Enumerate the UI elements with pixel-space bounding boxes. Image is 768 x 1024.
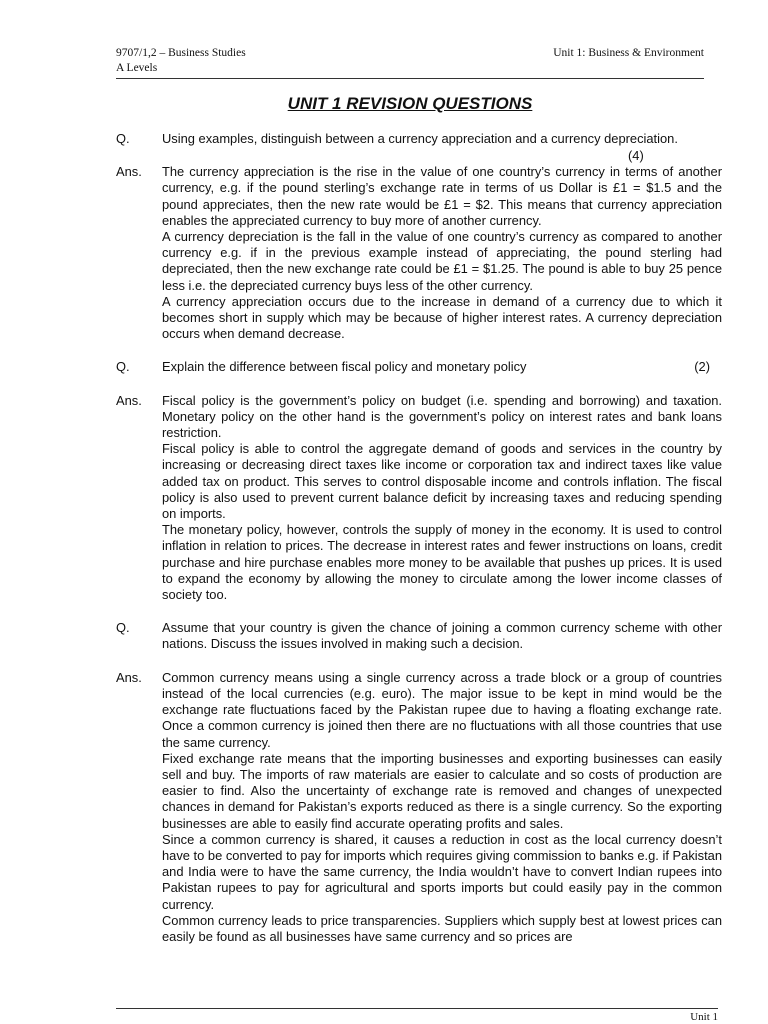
question-label: Q. bbox=[116, 359, 130, 375]
answer-paragraph: Fixed exchange rate means that the importing businesses and exporting businesses can easily sell and buy. The imports of raw materials are easier to calculate and so costs of production are easier to find. Also the uncertainty of exchange rate is removed and changes of unexpected chances in demand for Pakistan’s exports reduced as there is a single currency. So the exporting businesses are able to easily find accurate operating profits and sales. bbox=[162, 750, 722, 831]
course-code: 9707/1,2 – Business Studies bbox=[116, 47, 246, 59]
answer-block bbox=[116, 393, 722, 604]
footer-divider bbox=[116, 1008, 718, 1009]
question-text: Using examples, distinguish between a currency appreciation and a currency depreciation. bbox=[162, 131, 678, 146]
header-left bbox=[116, 46, 246, 76]
footer-page-label: Unit 1 bbox=[690, 1011, 718, 1023]
answer-paragraph: Fiscal policy is able to control the aggregate demand of goods and services in the country by increasing or decreasing direct taxes like income or corporation tax and indirect taxes like value added tax on product. This serves to control disposable income and controls inflation. The fiscal policy is also used to prevent current balance deficit by increasing taxes and reducing spending on imports. bbox=[162, 441, 722, 522]
answer-paragraph: Common currency means using a single currency across a trade block or a group of countries instead of the local currencies (e.g. euro). The major issue to be kept in mind would be the exchange rate fluctuations faced by the Pakistan rupee due to having a floating exchange rate. Once a common currency is joined then there are no fluctuations with all those countries that use the same currency. bbox=[162, 669, 722, 750]
answer-body bbox=[162, 393, 722, 604]
answer-label: Ans. bbox=[116, 164, 142, 180]
answer-label: Ans. bbox=[116, 669, 142, 685]
question-text-wrap bbox=[162, 620, 722, 652]
answer-label: Ans. bbox=[116, 392, 142, 408]
course-level: A Levels bbox=[116, 62, 158, 74]
question-text-wrap bbox=[162, 359, 722, 375]
answer-block bbox=[116, 670, 722, 945]
page-title: UNIT 1 REVISION QUESTIONS bbox=[287, 94, 533, 113]
question-text-wrap bbox=[162, 131, 722, 147]
answer-paragraph: Common currency leads to price transparencies. Suppliers which supply best at lowest prices can easily be found as all businesses have same currency and so prices are bbox=[162, 912, 722, 944]
header-divider bbox=[116, 78, 704, 79]
answer-paragraph: A currency appreciation occurs due to the increase in demand of a currency due to which it becomes short in supply which may be because of higher interest rates. A currency depreciation occurs when demand decrease. bbox=[162, 293, 722, 342]
qa-content bbox=[116, 131, 722, 962]
page-header bbox=[116, 46, 704, 78]
answer-block bbox=[116, 164, 722, 342]
question-label: Q. bbox=[116, 620, 130, 636]
answer-body bbox=[162, 164, 722, 342]
answer-body bbox=[162, 670, 722, 945]
question-block bbox=[116, 131, 722, 147]
answer-paragraph: The monetary policy, however, controls the supply of money in the economy. It is used to control inflation in relation to prices. The decrease in interest rates and fewer instructions on loans, credit purchase and hire purchase enables more money to be available that pushes up prices. It is used to expand the economy by allowing the money to circulate among the lower income classes of society too. bbox=[162, 522, 722, 603]
question-block bbox=[116, 620, 722, 652]
question-text: Assume that your country is given the chance of joining a common currency scheme with other nations. Discuss the issues involved in making such a decision. bbox=[162, 620, 722, 652]
answer-paragraph: Since a common currency is shared, it causes a reduction in cost as the local currency doesn’t have to be converted to pay for imports which requires giving commission to banks e.g. if Pakistan and India were to have the same currency, the India wouldn’t have to convert Indian rupees into Pakistan rupees to pay for agricultural and sports imports but could easily pay in the common currency. bbox=[162, 831, 722, 912]
question-marks: (4) bbox=[628, 148, 644, 163]
question-marks: (2) bbox=[694, 359, 710, 375]
question-label: Q. bbox=[116, 131, 130, 146]
answer-paragraph: The currency appreciation is the rise in the value of one country’s currency in terms of another currency, e.g. if the pound sterling’s exchange rate in terms of us Dollar is £1 = $1.5 and the pound appreciates, then the new rate would be £1 = $2. This means that currency appreciation enables the appreciated currency to buy more of another currency. bbox=[162, 164, 722, 228]
answer-paragraph: A currency depreciation is the fall in the value of one country’s currency as compared to another currency e.g. if in the previous example instead of appreciating, the pound sterling had depreciated, then the new exchange rate could be £1 = $1.25. The pound is able to buy 25 pence less i.e. the depreciated currency buys less of the other currency. bbox=[162, 229, 722, 293]
question-text: Explain the difference between fiscal policy and monetary policy bbox=[162, 359, 527, 375]
question-block bbox=[116, 359, 722, 375]
answer-paragraph: Fiscal policy is the government’s policy on budget (i.e. spending and borrowing) and taxation. Monetary policy on the other hand is the government’s policy on interest rates and bank loans restriction. bbox=[162, 392, 722, 441]
unit-heading: Unit 1: Business & Environment bbox=[553, 47, 704, 59]
